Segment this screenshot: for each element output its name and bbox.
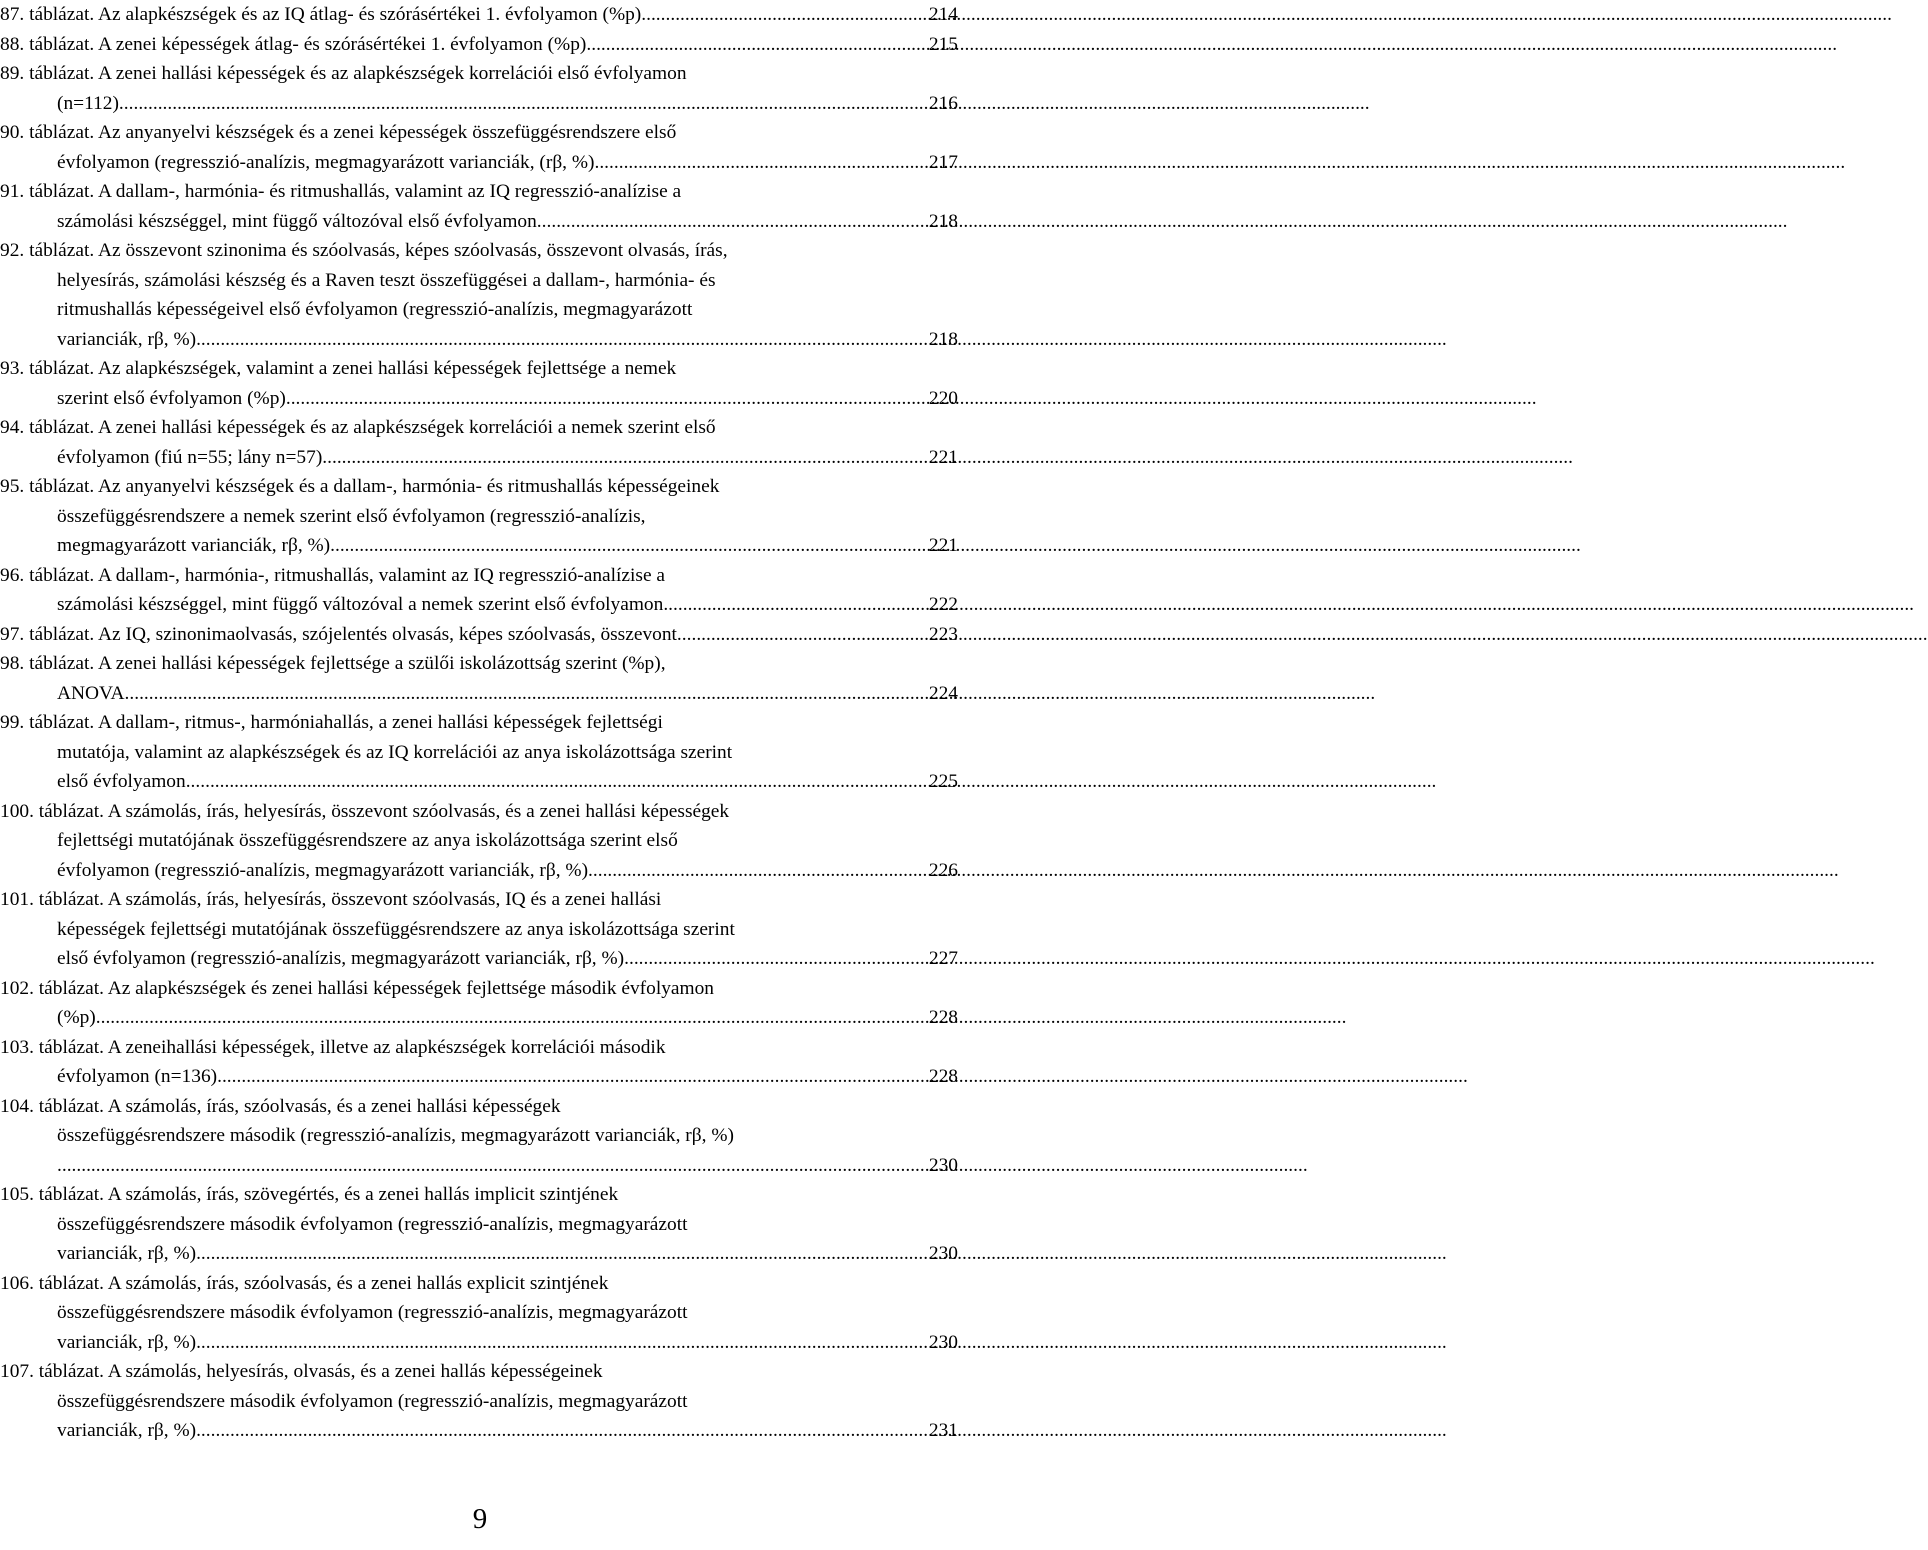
toc-entry-number: 101. <box>0 889 34 910</box>
toc-entry-number: 90. <box>0 122 25 143</box>
toc-entry-page: 226 <box>928 859 958 881</box>
toc-entry-page: 230 <box>928 1154 958 1176</box>
toc-entry-page: 218 <box>928 328 958 350</box>
toc-entry-title: A zenei képességek átlag- és szórásértékei 1. évfolyamon (%p) <box>98 33 587 55</box>
toc-entry[interactable] <box>0 177 958 236</box>
toc-entry-label: táblázat. <box>38 1272 104 1294</box>
toc-entry[interactable] <box>0 649 958 708</box>
toc-entry-title: A számolás, írás, szövegértés, és a zenei hallás implicit szintjének <box>107 1184 619 1205</box>
toc-entry-title: évfolyamon (fiú n=55; lány n=57) <box>57 446 323 468</box>
toc-entry-title: A dallam-, harmónia- és ritmushallás, valamint az IQ regresszió-analízise a <box>98 181 682 202</box>
toc-entry-line <box>0 236 958 266</box>
toc-leader-dots <box>125 679 925 709</box>
toc-entry-label: táblázat. <box>29 122 95 143</box>
toc-entry-title: Az alapkészségek és az IQ átlag- és szórásértékei 1. évfolyamon (%p) <box>98 4 642 25</box>
toc-entry-label: táblázat. <box>29 417 95 438</box>
toc-entry[interactable] <box>0 885 958 974</box>
toc-entry-title: A számolás, írás, szóolvasás, és a zenei hallás explicit szintjének <box>107 1272 609 1294</box>
toc-entry-title: Az IQ, szinonimaolvasás, szójelentés olvasás, képes szóolvasás, összevont <box>98 623 677 645</box>
toc-entry-line <box>0 1092 958 1122</box>
toc-entry-page: 223 <box>928 623 958 645</box>
toc-entry-number: 98. <box>0 653 25 674</box>
toc-entry-line <box>0 354 958 384</box>
toc-leader-dots <box>330 531 925 561</box>
toc-entry-line <box>0 620 958 650</box>
toc-entry-label: táblázat. <box>29 653 95 674</box>
toc-entry-line <box>0 148 958 178</box>
toc-entry-line <box>0 30 958 60</box>
toc-entry-line <box>0 738 958 768</box>
toc-entry-line <box>0 1387 958 1417</box>
toc-leader-dots <box>586 30 925 60</box>
toc-entry-label: táblázat. <box>38 1184 104 1205</box>
toc-entry-line <box>0 531 958 561</box>
page-number: 9 <box>472 1503 488 1535</box>
toc-entry-title: (%p) <box>57 1007 96 1028</box>
toc-entry-number: 102. <box>0 977 34 999</box>
toc-entry-title: A zenei hallási képességek és az alapkészségek korrelációi a nemek szerint első <box>98 417 716 438</box>
toc-entry-title: A zenei hallási képességek és az alapkészségek korrelációi első évfolyamon <box>98 63 687 84</box>
toc-entry-line <box>0 413 958 443</box>
toc-entry-page: 220 <box>928 387 958 409</box>
toc-entry-title: összefüggésrendszere második (regresszió-analízis, megmagyarázott varianciák, rβ, %) <box>57 1125 734 1146</box>
toc-entry-label: táblázat. <box>29 33 95 55</box>
toc-leader-dots <box>57 1151 925 1181</box>
toc-entry[interactable] <box>0 0 958 30</box>
toc-entry-title: első évfolyamon <box>57 771 186 792</box>
toc-leader-dots <box>641 0 925 30</box>
toc-entry-line <box>0 59 958 89</box>
toc-leader-dots <box>119 89 925 119</box>
toc-entry[interactable] <box>0 236 958 354</box>
toc-leader-dots <box>196 1239 925 1269</box>
toc-entry-line <box>0 89 958 119</box>
toc-entry-number: 105. <box>0 1184 34 1205</box>
toc-entry-label: táblázat. <box>29 623 95 645</box>
toc-entry-line <box>0 1210 958 1240</box>
toc-leader-dots <box>196 1416 925 1446</box>
toc-entry-line <box>0 974 958 1004</box>
toc-entry-title: varianciák, rβ, %) <box>57 1243 197 1264</box>
toc-entry-title: varianciák, rβ, %) <box>57 1420 197 1441</box>
toc-entry-title: A számolás, helyesírás, olvasás, és a zenei hallás képességeinek <box>107 1361 603 1382</box>
toc-entry[interactable] <box>0 1180 958 1269</box>
toc-entry-line <box>0 797 958 827</box>
toc-entry-line <box>0 826 958 856</box>
toc-entry-title: Az alapkészségek, valamint a zenei hallási képességek fejlettsége a nemek <box>98 358 677 379</box>
toc-entry-number: 94. <box>0 417 25 438</box>
toc-entry[interactable] <box>0 30 958 60</box>
toc-entry-number: 97. <box>0 623 25 645</box>
toc-entry-title: összefüggésrendszere a nemek szerint első évfolyamon (regresszió-analízis, <box>57 505 646 527</box>
toc-entry-page: 230 <box>928 1331 958 1353</box>
toc-entry[interactable] <box>0 561 958 620</box>
toc-entry-line <box>0 443 958 473</box>
toc-entry-number: 100. <box>0 800 34 822</box>
toc-entry-page: 221 <box>928 535 958 556</box>
toc-entry-page: 214 <box>928 4 958 25</box>
toc-entry-number: 106. <box>0 1272 34 1294</box>
toc-entry-page: 218 <box>928 210 958 232</box>
toc-entry-label: táblázat. <box>29 476 95 497</box>
toc-leader-dots <box>663 590 925 620</box>
toc-entry-number: 93. <box>0 358 25 379</box>
table-of-contents <box>0 0 960 1446</box>
toc-leader-dots <box>322 443 925 473</box>
toc-entry-title: összefüggésrendszere második évfolyamon (regresszió-analízis, megmagyarázott <box>57 1213 688 1235</box>
toc-entry-line <box>0 1033 958 1063</box>
toc-entry-number: 91. <box>0 181 25 202</box>
toc-entry-label: táblázat. <box>29 181 95 202</box>
toc-entry-title: Az alapkészségek és zenei hallási képességek fejlettsége második évfolyamon <box>107 977 714 999</box>
toc-entry-line <box>0 1180 958 1210</box>
toc-leader-dots <box>196 1328 925 1358</box>
toc-entry-title: helyesírás, számolási készség és a Raven teszt összefüggései a dallam-, harmónia- és <box>57 269 716 291</box>
toc-entry-title: Az anyanyelvi készségek és a dallam-, harmónia- és ritmushallás képességeinek <box>98 476 720 497</box>
toc-leader-dots <box>96 1003 925 1033</box>
toc-leader-dots <box>677 620 925 650</box>
toc-entry-title: ritmushallás képességeivel első évfolyamon (regresszió-analízis, megmagyarázott <box>57 299 693 320</box>
toc-entry[interactable] <box>0 620 958 650</box>
toc-entry-title: mutatója, valamint az alapkészségek és az IQ korrelációi az anya iskolázottsága szerint <box>57 741 733 763</box>
toc-entry-line <box>0 0 958 30</box>
toc-entry[interactable] <box>0 354 958 413</box>
toc-entry-line <box>0 502 958 532</box>
toc-entry-line <box>0 1328 958 1358</box>
toc-entry-page: 227 <box>928 948 958 969</box>
toc-entry-title: évfolyamon (n=136) <box>57 1066 218 1087</box>
toc-entry-page: 225 <box>928 771 958 792</box>
toc-entry[interactable] <box>0 1033 958 1092</box>
toc-entry-line <box>0 856 958 886</box>
toc-entry[interactable] <box>0 797 958 886</box>
toc-entry-number: 88. <box>0 33 25 55</box>
toc-entry-label: táblázat. <box>38 1036 104 1058</box>
toc-entry-page: 228 <box>928 1066 958 1087</box>
toc-entry-label: táblázat. <box>38 1095 104 1117</box>
toc-entry-line <box>0 1298 958 1328</box>
toc-entry-number: 103. <box>0 1036 34 1058</box>
toc-entry-line <box>0 1151 958 1181</box>
toc-leader-dots <box>588 856 925 886</box>
toc-entry-line <box>0 325 958 355</box>
toc-entry[interactable] <box>0 59 958 118</box>
toc-entry-label: táblázat. <box>38 977 104 999</box>
toc-entry-title: A dallam-, harmónia-, ritmushallás, valamint az IQ regresszió-analízise a <box>98 564 665 586</box>
toc-leader-dots <box>217 1062 925 1092</box>
toc-entry-line <box>0 295 958 325</box>
toc-entry-number: 87. <box>0 4 25 25</box>
toc-entry-label: táblázat. <box>29 564 95 586</box>
toc-leader-dots <box>624 944 925 974</box>
toc-entry-page: 230 <box>928 1243 958 1264</box>
toc-entry[interactable] <box>0 974 958 1033</box>
toc-entry[interactable] <box>0 118 958 177</box>
toc-entry-title: A dallam-, ritmus-, harmóniahallás, a zenei hallási képességek fejlettségi <box>98 712 663 733</box>
toc-entry-line <box>0 915 958 945</box>
toc-entry-line <box>0 649 958 679</box>
toc-entry-title: fejlettségi mutatójának összefüggésrendszere az anya iskolázottsága szerint első <box>57 830 678 851</box>
toc-entry-number: 107. <box>0 1361 34 1382</box>
toc-entry-page: 231 <box>928 1420 958 1441</box>
toc-entry-title: számolási készséggel, mint függő változóval első évfolyamon <box>57 210 537 232</box>
toc-entry-title: varianciák, rβ, %) <box>57 328 197 350</box>
toc-entry-title: évfolyamon (regresszió-analízis, megmagyarázott varianciák, (rβ, %) <box>57 151 595 173</box>
toc-entry[interactable] <box>0 472 958 561</box>
toc-leader-dots <box>186 767 925 797</box>
toc-entry-title: számolási készséggel, mint függő változóval a nemek szerint első évfolyamon <box>57 594 664 615</box>
toc-entry-page: 221 <box>928 446 958 468</box>
toc-entry-title: Az anyanyelvi készségek és a zenei képességek összefüggésrendszere első <box>98 122 677 143</box>
toc-entry-title: megmagyarázott varianciák, rβ, %) <box>57 535 331 556</box>
toc-entry-number: 104. <box>0 1095 34 1117</box>
toc-entry-label: táblázat. <box>29 240 95 261</box>
toc-leader-dots <box>286 384 925 414</box>
toc-entry-title: varianciák, rβ, %) <box>57 1331 197 1353</box>
toc-entry-title: ANOVA <box>57 682 125 704</box>
toc-entry-line <box>0 1003 958 1033</box>
toc-entry-number: 95. <box>0 476 25 497</box>
toc-entry-line <box>0 1357 958 1387</box>
toc-entry-label: táblázat. <box>38 889 104 910</box>
toc-entry-page: 215 <box>928 33 958 55</box>
toc-entry-line <box>0 1121 958 1151</box>
toc-entry-line <box>0 1239 958 1269</box>
toc-entry-number: 89. <box>0 63 25 84</box>
toc-entry-label: táblázat. <box>29 712 95 733</box>
toc-entry-title: Az összevont szinonima és szóolvasás, képes szóolvasás, összevont olvasás, írás, <box>98 240 728 261</box>
toc-entry-number: 96. <box>0 564 25 586</box>
toc-entry-title: A számolás, írás, szóolvasás, és a zenei hallási képességek <box>107 1095 561 1117</box>
toc-entry-line <box>0 561 958 591</box>
toc-entry-title: A számolás, írás, helyesírás, összevont szóolvasás, IQ és a zenei hallási <box>107 889 662 910</box>
toc-entry-title: (n=112) <box>57 92 119 114</box>
toc-entry-line <box>0 1416 958 1446</box>
toc-entry-line <box>0 207 958 237</box>
toc-entry[interactable] <box>0 708 958 797</box>
toc-entry-label: táblázat. <box>29 4 95 25</box>
toc-entry-line <box>0 767 958 797</box>
toc-leader-dots <box>537 207 925 237</box>
toc-entry-page: 224 <box>928 682 958 704</box>
toc-entry-line <box>0 944 958 974</box>
toc-entry-line <box>0 1269 958 1299</box>
toc-entry-line <box>0 118 958 148</box>
toc-entry-line <box>0 590 958 620</box>
toc-entry-label: táblázat. <box>29 358 95 379</box>
toc-entry-title: összefüggésrendszere második évfolyamon (regresszió-analízis, megmagyarázott <box>57 1302 688 1323</box>
toc-leader-dots <box>196 325 925 355</box>
toc-entry-number: 99. <box>0 712 25 733</box>
toc-entry-line <box>0 384 958 414</box>
toc-leader-dots <box>594 148 924 178</box>
toc-entry-line <box>0 177 958 207</box>
toc-entry-title: A zenei hallási képességek fejlettsége a szülői iskolázottság szerint (%p), <box>98 653 666 674</box>
toc-entry-line <box>0 679 958 709</box>
toc-entry[interactable] <box>0 1092 958 1181</box>
toc-entry-line <box>0 885 958 915</box>
toc-entry-label: táblázat. <box>38 800 104 822</box>
toc-entry-page: 217 <box>928 151 958 173</box>
toc-entry-line <box>0 266 958 296</box>
toc-entry[interactable] <box>0 413 958 472</box>
toc-entry-page: 216 <box>928 92 958 114</box>
toc-entry-label: táblázat. <box>38 1361 104 1382</box>
toc-entry-title: szerint első évfolyamon (%p) <box>57 387 286 409</box>
toc-entry[interactable] <box>0 1269 958 1358</box>
toc-entry[interactable] <box>0 1357 958 1446</box>
toc-entry-title: első évfolyamon (regresszió-analízis, megmagyarázott varianciák, rβ, %) <box>57 948 625 969</box>
toc-entry-page: 222 <box>928 594 958 615</box>
toc-entry-label: táblázat. <box>29 63 95 84</box>
toc-entry-title: összefüggésrendszere második évfolyamon (regresszió-analízis, megmagyarázott <box>57 1390 688 1412</box>
toc-entry-title: képességek fejlettségi mutatójának összefüggésrendszere az anya iskolázottsága szerint <box>57 918 735 940</box>
toc-entry-title: évfolyamon (regresszió-analízis, megmagyarázott varianciák, rβ, %) <box>57 859 589 881</box>
toc-entry-page: 228 <box>928 1007 958 1028</box>
toc-entry-number: 92. <box>0 240 25 261</box>
toc-entry-line <box>0 708 958 738</box>
toc-entry-line <box>0 472 958 502</box>
toc-entry-line <box>0 1062 958 1092</box>
toc-entry-title: A zeneihallási képességek, illetve az alapkészségek korrelációi második <box>107 1036 666 1058</box>
toc-entry-title: A számolás, írás, helyesírás, összevont szóolvasás, és a zenei hallási képességek <box>107 800 730 822</box>
